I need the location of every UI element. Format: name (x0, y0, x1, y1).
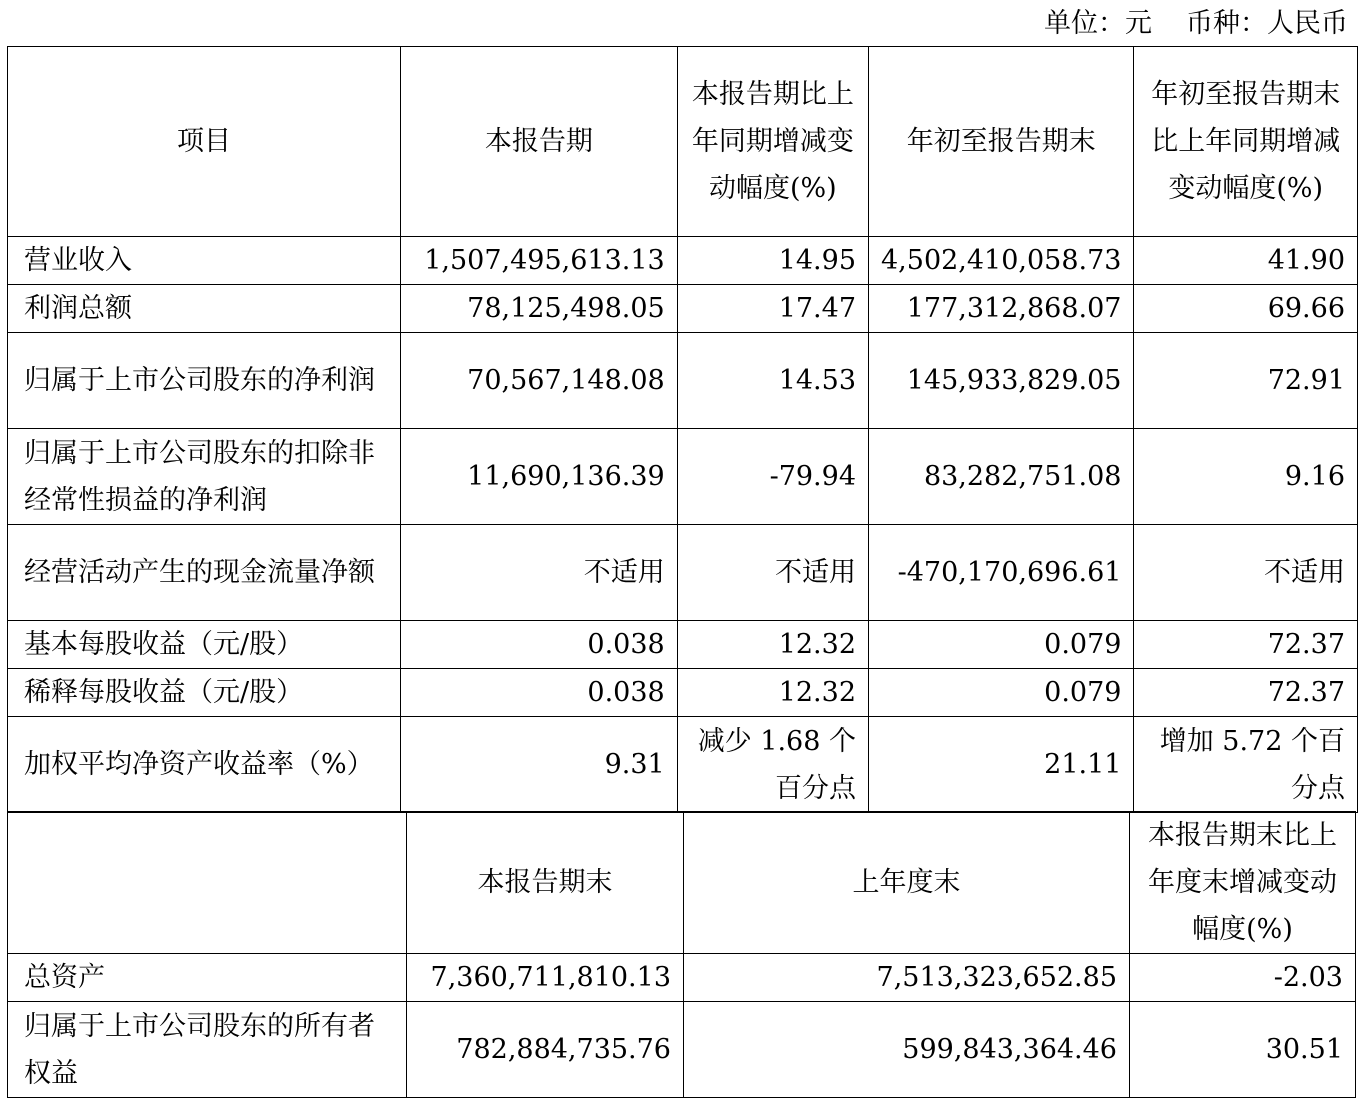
table-row (8, 1002, 1356, 1098)
current-value: 不适用 (400, 525, 677, 621)
header-item: 项目 (8, 47, 401, 237)
header-change: 本报告期末比上年度末增减变动幅度(%) (1130, 812, 1356, 954)
table-row (8, 429, 1358, 525)
table-header-row (8, 47, 1358, 237)
row-item-label: 归属于上市公司股东的扣除非经常性损益的净利润 (8, 429, 401, 525)
table-row (8, 525, 1358, 621)
ytd-value: 0.079 (869, 621, 1134, 669)
header-ytd-change: 年初至报告期末比上年同期增减变动幅度(%) (1134, 47, 1358, 237)
period-end-value: 782,884,735.76 (407, 1002, 684, 1098)
unit-label: 单位：元 (1044, 8, 1152, 39)
current-value: 0.038 (400, 621, 677, 669)
ytd-change-value: 72.37 (1134, 621, 1358, 669)
ytd-change-value: 72.37 (1134, 669, 1358, 717)
current-change-value: -79.94 (677, 429, 868, 525)
row-item-label: 总资产 (8, 954, 407, 1002)
unit-note (1044, 6, 1348, 42)
table-row (8, 717, 1358, 813)
current-value: 11,690,136.39 (400, 429, 677, 525)
ytd-change-value: 41.90 (1134, 237, 1358, 285)
row-item-label: 经营活动产生的现金流量净额 (8, 525, 401, 621)
current-value: 1,507,495,613.13 (400, 237, 677, 285)
ytd-change-value: 增加 5.72 个百分点 (1134, 717, 1358, 813)
table-row (8, 237, 1358, 285)
table-row (8, 621, 1358, 669)
row-item-label: 归属于上市公司股东的所有者权益 (8, 1002, 407, 1098)
header-ytd: 年初至报告期末 (869, 47, 1134, 237)
row-item-label: 加权平均净资产收益率（%） (8, 717, 401, 813)
ytd-value: 83,282,751.08 (869, 429, 1134, 525)
row-item-label: 归属于上市公司股东的净利润 (8, 333, 401, 429)
row-item-label: 稀释每股收益（元/股） (8, 669, 401, 717)
current-change-value: 12.32 (677, 669, 868, 717)
table-row (8, 333, 1358, 429)
table-header-row (8, 812, 1356, 954)
header-period-end: 本报告期末 (407, 812, 684, 954)
ytd-change-value: 69.66 (1134, 285, 1358, 333)
header-current-period: 本报告期 (400, 47, 677, 237)
ytd-change-value: 72.91 (1134, 333, 1358, 429)
current-change-value: 不适用 (677, 525, 868, 621)
ytd-value: -470,170,696.61 (869, 525, 1134, 621)
prior-year-end-value: 599,843,364.46 (684, 1002, 1130, 1098)
ytd-value: 177,312,868.07 (869, 285, 1134, 333)
prior-year-end-value: 7,513,323,652.85 (684, 954, 1130, 1002)
currency-label: 币种：人民币 (1186, 8, 1348, 39)
header-prior-year-end: 上年度末 (684, 812, 1130, 954)
table-row (8, 285, 1358, 333)
current-change-value: 14.53 (677, 333, 868, 429)
current-value: 9.31 (400, 717, 677, 813)
table-row (8, 669, 1358, 717)
ytd-value: 4,502,410,058.73 (869, 237, 1134, 285)
row-item-label: 利润总额 (8, 285, 401, 333)
ytd-change-value: 不适用 (1134, 525, 1358, 621)
row-item-label: 营业收入 (8, 237, 401, 285)
current-change-value: 17.47 (677, 285, 868, 333)
change-value: 30.51 (1130, 1002, 1356, 1098)
ytd-value: 21.11 (869, 717, 1134, 813)
ytd-value: 145,933,829.05 (869, 333, 1134, 429)
current-change-value: 14.95 (677, 237, 868, 285)
period-end-value: 7,360,711,810.13 (407, 954, 684, 1002)
current-value: 78,125,498.05 (400, 285, 677, 333)
current-change-value: 减少 1.68 个百分点 (677, 717, 868, 813)
change-value: -2.03 (1130, 954, 1356, 1002)
current-value: 0.038 (400, 669, 677, 717)
header-item (8, 812, 407, 954)
header-current-change: 本报告期比上年同期增减变动幅度(%) (677, 47, 868, 237)
current-value: 70,567,148.08 (400, 333, 677, 429)
key-financials-table (7, 46, 1358, 813)
ytd-value: 0.079 (869, 669, 1134, 717)
current-change-value: 12.32 (677, 621, 868, 669)
row-item-label: 基本每股收益（元/股） (8, 621, 401, 669)
balance-summary-table (7, 811, 1356, 1098)
table-row (8, 954, 1356, 1002)
ytd-change-value: 9.16 (1134, 429, 1358, 525)
